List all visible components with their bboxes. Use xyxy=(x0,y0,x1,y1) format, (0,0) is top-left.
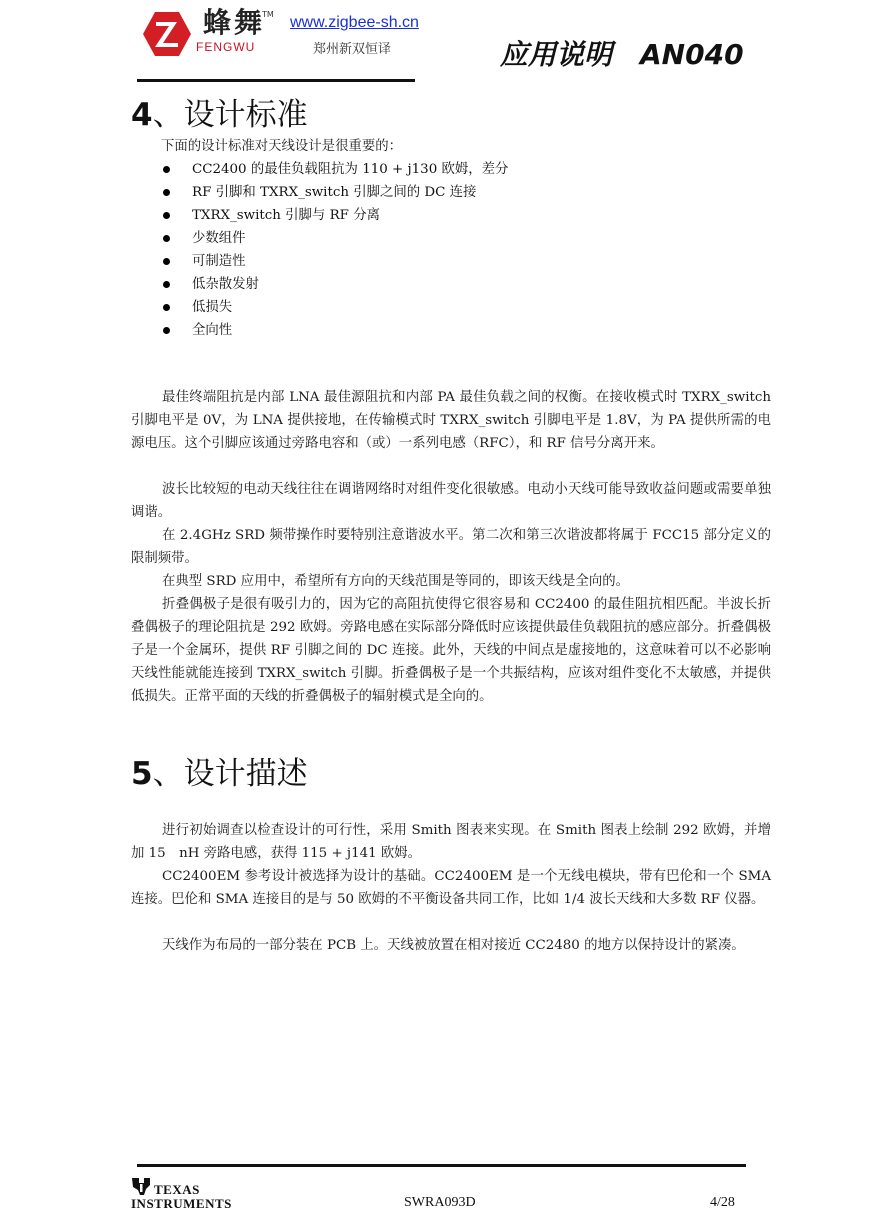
bullet-icon xyxy=(163,235,170,242)
texas-instruments-logo-icon xyxy=(130,1175,152,1197)
list-item xyxy=(161,181,508,204)
header-divider xyxy=(137,79,415,82)
list-item-text: TXRX_switch 引脚与 RF 分离 xyxy=(192,208,380,223)
trademark-mark: TM xyxy=(262,10,274,19)
page-number: 4/28 xyxy=(710,1195,735,1210)
paragraph: 进行初始调查以检查设计的可行性，采用 Smith 图表来实现。在 Smith 图表上绘制 292 欧姆，并增加 15 nH 旁路电感，获得 115 + j141 欧姆。 xyxy=(131,823,771,861)
paragraph: 天线作为布局的一部分装在 PCB 上。天线被放置在相对接近 CC2480 的地方以保持设计的紧凑。 xyxy=(162,938,745,953)
section-number: 4 xyxy=(131,97,153,133)
translator-credit: 郑州新双恒译 xyxy=(313,42,392,57)
bullet-icon xyxy=(163,327,170,334)
list-item-text: 可制造性 xyxy=(192,254,246,269)
document-type-title: 应用说明 AN040 xyxy=(500,38,744,71)
section-title: 、设计标准 xyxy=(152,97,308,133)
website-link[interactable]: www.zigbee-sh.cn xyxy=(290,14,419,31)
bullet-icon xyxy=(163,258,170,265)
list-item-text: 少数组件 xyxy=(192,231,246,246)
list-item xyxy=(161,158,508,181)
section-title: 、设计描述 xyxy=(152,756,308,792)
paragraph: 折叠偶极子是很有吸引力的，因为它的高阻抗使得它很容易和 CC2400 的最佳阻抗相匹配。半波长折叠偶极子的理论阻抗是 292 欧姆。旁路电感在实际部分降低时应该提供最佳负载阻抗的感应部分。折叠偶极子是一个金属环，提供 RF 引脚之间的 DC 连接。此外，天线的中间点是虚接地的，这意味着可以不必影响天线性能就能连接到 TXRX_switch 引脚。折叠偶极子是一个共振结构，应该对组件变化不太敏感，并提供低损失。正常平面的天线的折叠偶极子的辐射模式是全向的。 xyxy=(131,597,771,704)
paragraph: 在 2.4GHz SRD 频带操作时要特别注意谐波水平。第二次和第三次谐波都将属于 FCC15 部分定义的限制频带。 xyxy=(131,528,771,566)
paragraph: 波长比较短的电动天线往往在调谐网络时对组件变化很敏感。电动小天线可能导致收益问题或需要单独调谐。 xyxy=(131,482,771,520)
brand-name-en: FENGWU xyxy=(196,40,256,54)
list-item xyxy=(161,250,508,273)
fengwu-logo-icon xyxy=(143,12,191,56)
paragraph: 最佳终端阻抗是内部 LNA 最佳源阻抗和内部 PA 最佳负载之间的权衡。在接收模式时 TXRX_switch 引脚电平是 0V，为 LNA 提供接地，在传输模式时 TXRX_switch 引脚电平是 1.8V，为 PA 提供所需的电源电压。这个引脚应该通过旁路电容和（或）一系列电感（RFC），和 RF 信号分离开来。 xyxy=(131,390,771,451)
brand-name-cn: 蜂舞 xyxy=(203,6,266,39)
list-item xyxy=(161,319,508,342)
bullet-icon xyxy=(163,304,170,311)
bullet-icon xyxy=(163,281,170,288)
list-item xyxy=(161,273,508,296)
document-number: SWRA093D xyxy=(404,1195,476,1210)
section-4-heading xyxy=(131,95,308,135)
section-4-intro: 下面的设计标准对天线设计是很重要的： xyxy=(161,139,403,154)
ti-wordmark-line1: TEXAS xyxy=(154,1182,200,1197)
list-item-text: 全向性 xyxy=(192,323,233,338)
list-item xyxy=(161,296,508,319)
bullet-icon xyxy=(163,189,170,196)
bullet-icon xyxy=(163,212,170,219)
section-number: 5 xyxy=(131,756,153,792)
footer-divider xyxy=(137,1164,746,1167)
section-5-heading xyxy=(131,754,308,794)
design-criteria-list xyxy=(161,158,508,342)
list-item-text: 低损失 xyxy=(192,300,233,315)
list-item xyxy=(161,227,508,250)
list-item-text: RF 引脚和 TXRX_switch 引脚之间的 DC 连接 xyxy=(192,185,477,200)
paragraph: 在典型 SRD 应用中，希望所有方向的天线范围是等同的，即该天线是全向的。 xyxy=(162,574,630,589)
paragraph: CC2400EM 参考设计被选择为设计的基础。CC2400EM 是一个无线电模块，带有巴伦和一个 SMA 连接。巴伦和 SMA 连接目的是与 50 欧姆的不平衡设备共同工作，比如 1/4 波长天线和大多数 RF 仪器。 xyxy=(131,869,771,907)
list-item xyxy=(161,204,508,227)
list-item-text: CC2400 的最佳负载阻抗为 110 + j130 欧姆，差分 xyxy=(192,162,509,177)
bullet-icon xyxy=(163,166,170,173)
list-item-text: 低杂散发射 xyxy=(192,277,259,292)
ti-wordmark-line2: INSTRUMENTS xyxy=(131,1196,232,1211)
